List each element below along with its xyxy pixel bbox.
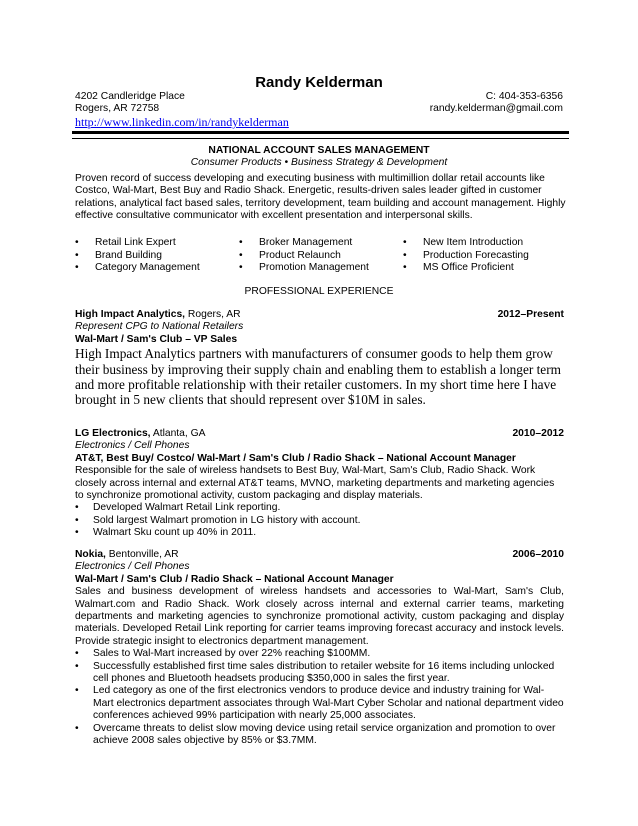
bullet-icon: • (75, 648, 79, 660)
job-sector: Electronics / Cell Phones (75, 561, 190, 573)
company-name: Nokia, (75, 549, 106, 560)
job-dates: 2006–2010 (512, 549, 564, 560)
list-item (75, 723, 564, 748)
skill-label: Retail Link Expert (95, 237, 176, 248)
skill-item (403, 250, 567, 263)
bullet-icon: • (75, 262, 79, 273)
bullet-icon: • (239, 262, 243, 273)
job-employer (75, 428, 206, 440)
skill-item (239, 262, 403, 275)
list-item (75, 661, 564, 686)
job-description: Responsible for the sale of wireless handsets to Best Buy, Wal-Mart, Sam's Club, Radio Shack. Work closely across internal and external AT&T teams, MVNO, marketing departments and marketing agencies to synchronize promotional activity, custom packaging and display materials. (75, 465, 555, 502)
skill-label: Product Relaunch (259, 249, 341, 261)
bullet-icon: • (403, 237, 407, 248)
company-name: High Impact Analytics, (75, 309, 186, 320)
skills-column-1 (75, 237, 239, 275)
skills-column-3 (403, 237, 567, 275)
job-employer (75, 549, 179, 561)
job-entry-nokia (75, 549, 564, 748)
skill-label: Category Management (95, 262, 200, 273)
company-name: LG Electronics, (75, 428, 151, 439)
bullet-icon: • (75, 237, 79, 248)
skill-item (75, 262, 239, 275)
skill-item (75, 237, 239, 250)
achievement-text: Sales to Wal-Mart increased by over 22% reaching $100MM. (93, 648, 371, 660)
achievement-text: Successfully established first time sales distribution to retailer website for 16 items including unlocked cell phones and Bluetooth headsets producing $350,000 in sales the first year. (93, 660, 555, 685)
job-description: Sales and business development of wireless handsets and accessories to Wal-Mart, Sam's Club, Walmart.com and Radio Shack. Work closely across internal and external carrier teams, marketing departments and marketing agencies to synchronize promotional activity, custom packaging and display materials. Developed Retail Link reporting for carrier teams improving forecast accuracy and instock levels. Provide strategic insight to electronics department management. (75, 586, 564, 647)
bullet-icon: • (239, 249, 243, 261)
resume-name: Randy Kelderman (255, 74, 383, 91)
job-header (75, 428, 564, 440)
job-entry-lg (75, 428, 564, 540)
list-item (75, 648, 564, 660)
headline-subtitle: Consumer Products • Business Strategy & Development (190, 157, 448, 168)
linkedin-link[interactable]: http://www.linkedin.com/in/randykelderman (75, 115, 289, 129)
list-item (75, 502, 564, 514)
bullet-icon: • (403, 249, 407, 261)
job-role: AT&T, Best Buy/ Costco/ Wal-Mart / Sam's Club / Radio Shack – National Account Manager (75, 452, 516, 464)
header-divider-thin (72, 138, 569, 139)
skill-label: MS Office Proficient (423, 262, 514, 273)
bullet-icon: • (75, 685, 79, 697)
job-employer (75, 309, 241, 321)
job-entry-high-impact (75, 309, 564, 408)
job-sector: Electronics / Cell Phones (75, 440, 190, 452)
email-address[interactable]: randy.kelderman@gmail.com (429, 103, 563, 115)
list-item (75, 515, 564, 527)
achievement-text: Developed Walmart Retail Link reporting. (93, 502, 281, 514)
company-location: Atlanta, GA (150, 428, 206, 439)
list-item (75, 527, 564, 539)
address-line-2: Rogers, AR 72758 (75, 103, 160, 115)
skills-grid (75, 237, 567, 275)
address-block (75, 91, 185, 116)
skill-label: New Item Introduction (423, 237, 524, 248)
skill-item (75, 250, 239, 263)
skill-label: Broker Management (259, 237, 353, 248)
bullet-icon: • (75, 249, 79, 261)
achievement-text: Sold largest Walmart promotion in LG history with account. (93, 514, 361, 526)
address-line-1: 4202 Candleridge Place (75, 91, 185, 102)
bullet-icon: • (75, 502, 79, 514)
bullet-icon: • (75, 514, 79, 526)
header-divider-thick (72, 131, 569, 134)
skill-item (239, 237, 403, 250)
skill-label: Brand Building (95, 249, 162, 261)
bullet-icon: • (75, 660, 79, 672)
job-role: Wal-Mart / Sam's Club – VP Sales (75, 333, 238, 345)
job-dates: 2012–Present (497, 309, 564, 320)
skill-label: Promotion Management (259, 262, 369, 273)
job-sector: Represent CPG to National Retailers (75, 321, 244, 333)
achievement-text: Walmart Sku count up 40% in 2011. (93, 527, 257, 539)
contact-block (430, 91, 563, 116)
achievement-text: Overcame threats to delist slow moving device using retail service organization and promotion to over achieve 2008 sales objective by 85% or $3.7MM. (93, 722, 556, 747)
job-role: Wal-Mart / Sam's Club / Radio Shack – National Account Manager (75, 573, 394, 585)
headline-title: NATIONAL ACCOUNT SALES MANAGEMENT (208, 145, 430, 156)
skill-label: Production Forecasting (423, 249, 529, 261)
job-header (75, 549, 564, 561)
bullet-icon: • (75, 722, 79, 734)
skill-item (403, 237, 567, 250)
bullet-icon: • (239, 237, 243, 248)
skills-column-2 (239, 237, 403, 275)
experience-section-title: PROFESSIONAL EXPERIENCE (244, 286, 394, 297)
skill-item (403, 262, 567, 275)
summary-paragraph: Proven record of success developing and executing business with multimillion dollar retail accounts like Costco, Wal-Mart, Best Buy and Radio Shack. Energetic, results-driven sales leader gifted in customer relations, analytical fact based sales, territory development, team building and account management. Highly effective consultative communicator with excellent presentation and interpersonal skills. (75, 173, 566, 222)
job-dates: 2010–2012 (512, 428, 564, 439)
bullet-icon: • (403, 262, 407, 273)
job-achievements (75, 502, 564, 539)
phone-number: C: 404-353-6356 (485, 91, 563, 102)
company-location: Bentonville, AR (105, 549, 179, 560)
achievement-text: Led category as one of the first electronics vendors to produce device and industry training for Wal-Mart electronics department associates through Wal-Mart Cyber Scholar and national department video conferences achieved 99% participation with nearly 25,000 associates. (93, 685, 564, 722)
list-item (75, 685, 564, 722)
job-description: High Impact Analytics partners with manufacturers of consumer goods to help them grow their business by improving their supply chain and enabling them to establish a longer term and more profitable relationship with their retailer customers. In my short time here I have brought in 5 new clients that should represent over $10M in sales. (75, 346, 561, 408)
job-header (75, 309, 564, 321)
job-achievements (75, 648, 564, 747)
bullet-icon: • (75, 527, 79, 539)
company-location: Rogers, AR (185, 309, 241, 320)
skill-item (239, 250, 403, 263)
